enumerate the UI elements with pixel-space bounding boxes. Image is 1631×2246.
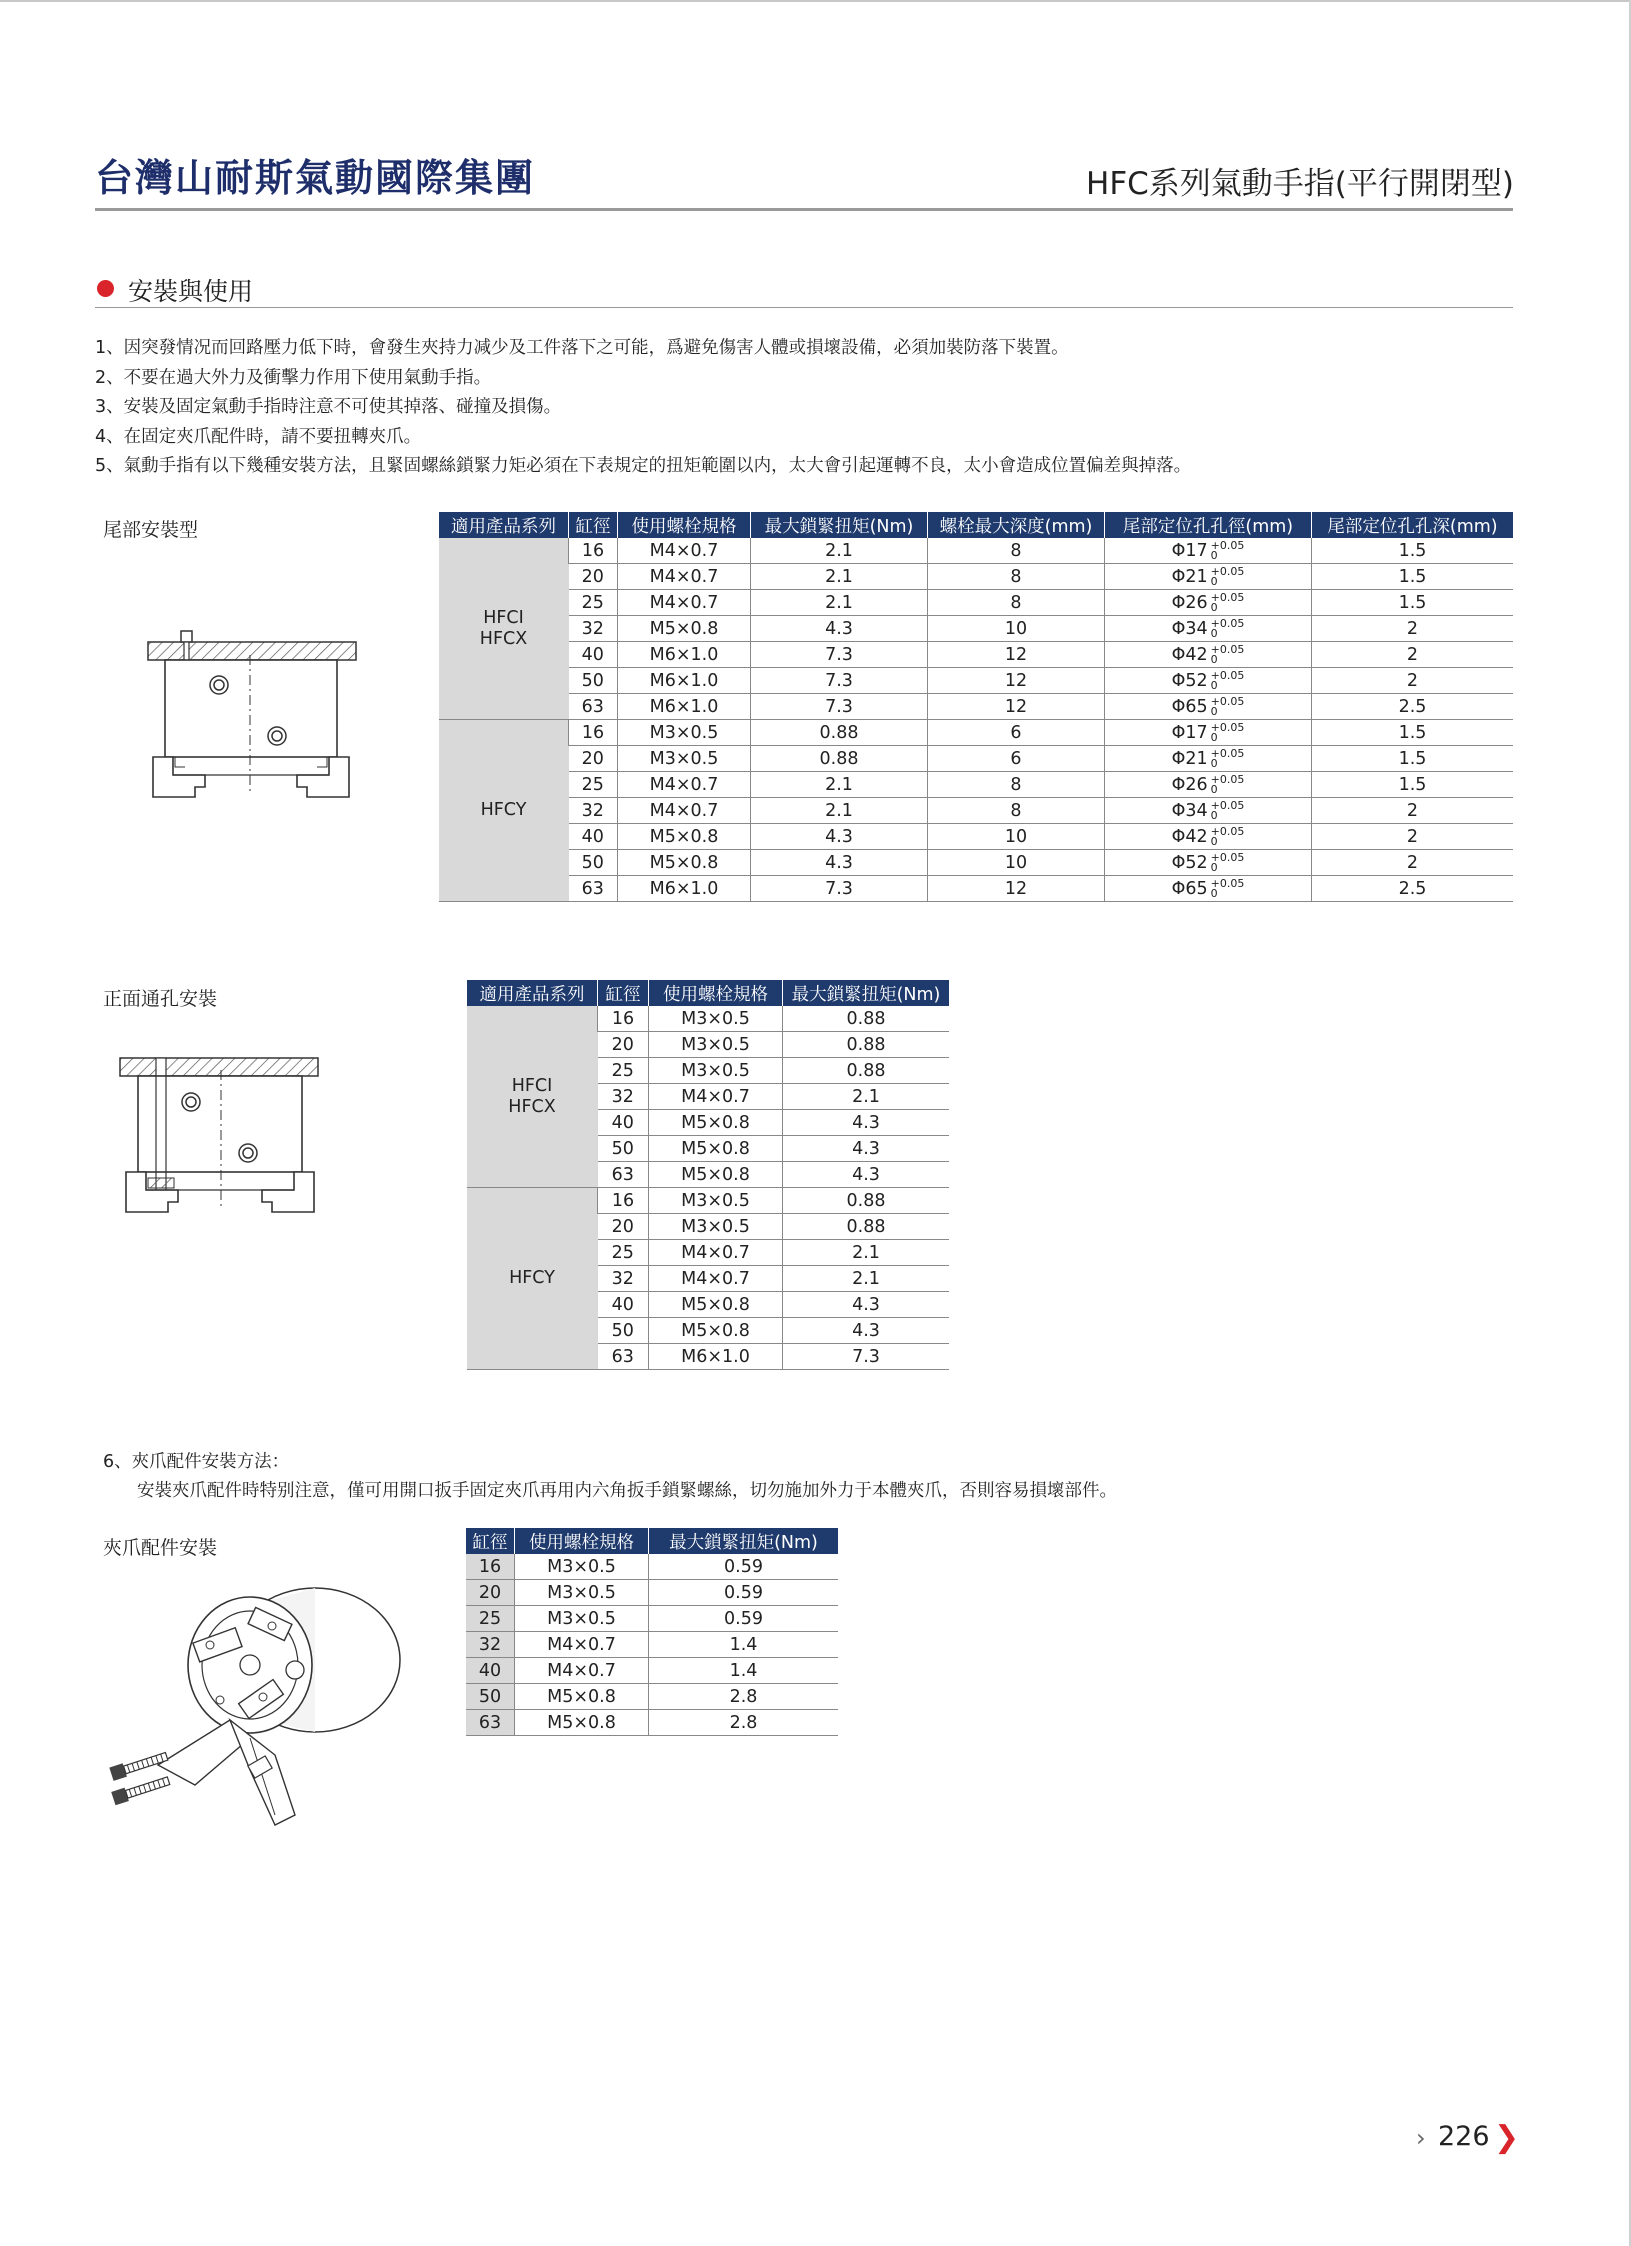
hole-diameter-value: Φ26 xyxy=(1171,774,1208,795)
bolt-cell: M5×0.8 xyxy=(649,1110,783,1136)
front-mount-drawing xyxy=(118,1050,323,1218)
hole-depth-cell: 1.5 xyxy=(1312,590,1514,616)
tolerance-lower: 0 xyxy=(1210,574,1218,588)
tolerance-upper: +0.05 xyxy=(1210,564,1245,578)
torque-cell: 7.3 xyxy=(751,876,928,902)
hole-diameter-value: Φ17 xyxy=(1171,540,1208,561)
hole-depth-cell: 2 xyxy=(1312,824,1514,850)
tolerance-upper: +0.05 xyxy=(1210,590,1245,604)
tolerance-lower: 0 xyxy=(1210,626,1218,640)
depth-cell: 12 xyxy=(928,876,1105,902)
bore-cell: 40 xyxy=(569,824,618,850)
col-header: 尾部定位孔孔深(mm) xyxy=(1312,512,1514,538)
tolerance xyxy=(1210,876,1245,900)
hole-diameter-value: Φ21 xyxy=(1171,748,1208,769)
bore-cell: 32 xyxy=(466,1632,515,1658)
bolt-cell: M4×0.7 xyxy=(649,1266,783,1292)
note-item: 4、在固定夾爪配件時，請不要扭轉夾爪。 xyxy=(95,426,422,447)
table-row xyxy=(466,1710,838,1736)
table-row xyxy=(439,642,1513,668)
col-header: 適用產品系列 xyxy=(467,980,598,1006)
depth-cell: 12 xyxy=(928,668,1105,694)
bolt-cell: M6×1.0 xyxy=(618,668,751,694)
bore-cell: 50 xyxy=(598,1318,649,1344)
bore-cell: 25 xyxy=(569,590,618,616)
bore-cell: 50 xyxy=(569,668,618,694)
hole-diameter-value: Φ42 xyxy=(1171,644,1208,665)
table-header-row xyxy=(466,1528,838,1554)
bore-cell: 20 xyxy=(598,1214,649,1240)
bolt-cell: M4×0.7 xyxy=(515,1658,649,1684)
tolerance-lower: 0 xyxy=(1210,678,1218,692)
tolerance xyxy=(1210,694,1245,718)
torque-cell: 2.8 xyxy=(649,1684,839,1710)
bolt-cell: M6×1.0 xyxy=(618,876,751,902)
table-row xyxy=(466,1632,838,1658)
depth-cell: 12 xyxy=(928,642,1105,668)
col-header: 最大鎖緊扭矩(Nm) xyxy=(751,512,928,538)
bore-cell: 32 xyxy=(569,616,618,642)
tolerance xyxy=(1210,642,1245,666)
hole-diameter-cell xyxy=(1105,538,1312,564)
torque-cell: 0.88 xyxy=(783,1058,950,1084)
torque-cell: 2.1 xyxy=(783,1266,950,1292)
bore-cell: 63 xyxy=(569,876,618,902)
bore-cell: 63 xyxy=(598,1344,649,1370)
front-mount-table xyxy=(467,980,949,1370)
tolerance-lower: 0 xyxy=(1210,834,1218,848)
company-name: 台灣山耐斯氣動國際集團 xyxy=(95,156,536,200)
tolerance xyxy=(1210,850,1245,874)
table-row xyxy=(439,798,1513,824)
bore-cell: 40 xyxy=(598,1110,649,1136)
torque-cell: 4.3 xyxy=(783,1162,950,1188)
torque-cell: 1.4 xyxy=(649,1658,839,1684)
torque-cell: 2.1 xyxy=(751,772,928,798)
hole-diameter-cell xyxy=(1105,668,1312,694)
tolerance xyxy=(1210,824,1245,848)
hole-depth-cell: 2 xyxy=(1312,798,1514,824)
tolerance xyxy=(1210,538,1245,562)
bore-cell: 20 xyxy=(598,1032,649,1058)
jaw-mount-label: 夾爪配件安裝 xyxy=(103,1537,218,1559)
bore-cell: 16 xyxy=(598,1188,649,1214)
bolt-cell: M3×0.5 xyxy=(649,1188,783,1214)
depth-cell: 10 xyxy=(928,850,1105,876)
page-top-border xyxy=(0,0,1631,2)
tolerance-lower: 0 xyxy=(1210,860,1218,874)
bore-cell: 50 xyxy=(466,1684,515,1710)
bolt-cell: M6×1.0 xyxy=(649,1344,783,1370)
depth-cell: 10 xyxy=(928,824,1105,850)
note6-text: 安裝夾爪配件時特别注意，僅可用開口扳手固定夾爪再用内六角扳手鎖緊螺絲，切勿施加外力于本體夾爪，否則容易損壞部件。 xyxy=(137,1481,1117,1501)
hole-diameter-value: Φ17 xyxy=(1171,722,1208,743)
tolerance-upper: +0.05 xyxy=(1210,772,1245,786)
col-header: 使用螺栓規格 xyxy=(515,1528,649,1554)
bolt-cell: M5×0.8 xyxy=(649,1318,783,1344)
col-header: 缸徑 xyxy=(466,1528,515,1554)
bore-cell: 40 xyxy=(598,1292,649,1318)
note-item: 5、氣動手指有以下幾種安裝方法，且緊固螺絲鎖緊力矩必須在下表規定的扭矩範圍以内，太大會引起運轉不良，太小會造成位置偏差與掉落。 xyxy=(95,456,1192,476)
torque-cell: 4.3 xyxy=(751,850,928,876)
series-title: HFC系列氣動手指(平行開閉型) xyxy=(1086,166,1514,202)
torque-cell: 2.1 xyxy=(751,538,928,564)
bolt-cell: M4×0.7 xyxy=(618,538,751,564)
table-row xyxy=(439,772,1513,798)
bolt-cell: M5×0.8 xyxy=(649,1292,783,1318)
bolt-cell: M5×0.8 xyxy=(515,1710,649,1736)
hole-diameter-value: Φ34 xyxy=(1171,800,1208,821)
tolerance xyxy=(1210,564,1245,588)
bolt-cell: M6×1.0 xyxy=(618,694,751,720)
hole-depth-cell: 1.5 xyxy=(1312,538,1514,564)
hole-depth-cell: 1.5 xyxy=(1312,720,1514,746)
section-bullet-icon xyxy=(97,280,114,297)
torque-cell: 0.88 xyxy=(783,1032,950,1058)
tolerance xyxy=(1210,746,1245,770)
note6-title: 6、夾爪配件安裝方法： xyxy=(103,1452,290,1472)
bore-cell: 32 xyxy=(569,798,618,824)
torque-cell: 0.88 xyxy=(751,720,928,746)
hole-depth-cell: 2 xyxy=(1312,616,1514,642)
tolerance-upper: +0.05 xyxy=(1210,850,1245,864)
col-header: 缸徑 xyxy=(598,980,649,1006)
table-row xyxy=(439,746,1513,772)
bolt-cell: M5×0.8 xyxy=(649,1136,783,1162)
bolt-cell: M5×0.8 xyxy=(618,850,751,876)
bore-cell: 20 xyxy=(569,746,618,772)
bolt-cell: M5×0.8 xyxy=(618,824,751,850)
bore-cell: 63 xyxy=(598,1162,649,1188)
hole-depth-cell: 1.5 xyxy=(1312,564,1514,590)
jaw-mount-table xyxy=(466,1528,838,1736)
bolt-cell: M5×0.8 xyxy=(618,616,751,642)
bolt-cell: M4×0.7 xyxy=(649,1084,783,1110)
hole-diameter-value: Φ52 xyxy=(1171,670,1208,691)
tolerance xyxy=(1210,590,1245,614)
hole-diameter-value: Φ65 xyxy=(1171,878,1208,899)
table-row xyxy=(466,1658,838,1684)
page-number: 226 xyxy=(1438,2121,1490,2152)
tolerance-lower: 0 xyxy=(1210,548,1218,562)
table-row xyxy=(439,694,1513,720)
tolerance-lower: 0 xyxy=(1210,730,1218,744)
tolerance-lower: 0 xyxy=(1210,600,1218,614)
bore-cell: 25 xyxy=(598,1240,649,1266)
torque-cell: 0.59 xyxy=(649,1580,839,1606)
hole-diameter-cell xyxy=(1105,564,1312,590)
tolerance-upper: +0.05 xyxy=(1210,642,1245,656)
tolerance-upper: +0.05 xyxy=(1210,798,1245,812)
hole-depth-cell: 1.5 xyxy=(1312,772,1514,798)
bolt-cell: M3×0.5 xyxy=(649,1006,783,1032)
torque-cell: 1.4 xyxy=(649,1632,839,1658)
bolt-cell: M3×0.5 xyxy=(618,720,751,746)
hole-diameter-cell xyxy=(1105,876,1312,902)
depth-cell: 8 xyxy=(928,590,1105,616)
hole-diameter-cell xyxy=(1105,642,1312,668)
table-header-row xyxy=(467,980,949,1006)
torque-cell: 0.59 xyxy=(649,1554,839,1580)
bore-cell: 16 xyxy=(569,538,618,564)
bolt-cell: M6×1.0 xyxy=(618,642,751,668)
hole-diameter-cell xyxy=(1105,798,1312,824)
group-name-cell: HFCI HFCX xyxy=(439,538,569,720)
table-row xyxy=(439,824,1513,850)
hole-diameter-value: Φ26 xyxy=(1171,592,1208,613)
tolerance xyxy=(1210,668,1245,692)
bore-cell: 50 xyxy=(569,850,618,876)
torque-cell: 7.3 xyxy=(751,668,928,694)
bore-cell: 20 xyxy=(569,564,618,590)
tolerance-lower: 0 xyxy=(1210,652,1218,666)
tolerance xyxy=(1210,720,1245,744)
torque-cell: 2.8 xyxy=(649,1710,839,1736)
bolt-cell: M4×0.7 xyxy=(618,564,751,590)
bore-cell: 50 xyxy=(598,1136,649,1162)
bore-cell: 25 xyxy=(569,772,618,798)
bore-cell: 32 xyxy=(598,1084,649,1110)
col-header: 適用產品系列 xyxy=(439,512,569,538)
bolt-cell: M4×0.7 xyxy=(515,1632,649,1658)
hole-diameter-cell xyxy=(1105,772,1312,798)
tolerance xyxy=(1210,798,1245,822)
depth-cell: 6 xyxy=(928,746,1105,772)
torque-cell: 4.3 xyxy=(783,1136,950,1162)
bolt-cell: M3×0.5 xyxy=(515,1554,649,1580)
bore-cell: 20 xyxy=(466,1580,515,1606)
tolerance-lower: 0 xyxy=(1210,886,1218,900)
col-header: 螺栓最大深度(mm) xyxy=(928,512,1105,538)
table-row xyxy=(467,1006,949,1032)
bore-cell: 16 xyxy=(569,720,618,746)
depth-cell: 10 xyxy=(928,616,1105,642)
col-header: 缸徑 xyxy=(569,512,618,538)
tail-mount-drawing xyxy=(145,625,360,805)
depth-cell: 8 xyxy=(928,772,1105,798)
bore-cell: 25 xyxy=(598,1058,649,1084)
torque-cell: 0.88 xyxy=(751,746,928,772)
bore-cell: 40 xyxy=(569,642,618,668)
torque-cell: 4.3 xyxy=(751,616,928,642)
hole-diameter-value: Φ42 xyxy=(1171,826,1208,847)
hole-diameter-cell xyxy=(1105,850,1312,876)
note-item: 1、因突發情况而回路壓力低下時，會發生夾持力减少及工件落下之可能，爲避免傷害人體或損壞設備，必須加裝防落下裝置。 xyxy=(95,338,1069,358)
hole-depth-cell: 2 xyxy=(1312,642,1514,668)
tolerance xyxy=(1210,772,1245,796)
table-row xyxy=(439,564,1513,590)
hole-diameter-value: Φ65 xyxy=(1171,696,1208,717)
torque-cell: 2.1 xyxy=(751,798,928,824)
torque-cell: 0.59 xyxy=(649,1606,839,1632)
depth-cell: 6 xyxy=(928,720,1105,746)
torque-cell: 2.1 xyxy=(783,1084,950,1110)
torque-cell: 2.1 xyxy=(751,590,928,616)
hole-diameter-cell xyxy=(1105,824,1312,850)
front-mount-label: 正面通孔安裝 xyxy=(103,988,218,1010)
tolerance xyxy=(1210,616,1245,640)
bolt-cell: M3×0.5 xyxy=(515,1580,649,1606)
torque-cell: 0.88 xyxy=(783,1006,950,1032)
bolt-cell: M5×0.8 xyxy=(515,1684,649,1710)
bolt-cell: M4×0.7 xyxy=(649,1240,783,1266)
table-row xyxy=(467,1188,949,1214)
section-title: 安裝與使用 xyxy=(128,277,254,306)
hole-diameter-cell xyxy=(1105,720,1312,746)
table-row xyxy=(439,720,1513,746)
tail-mount-table xyxy=(439,512,1513,902)
bore-cell: 16 xyxy=(598,1006,649,1032)
col-header: 尾部定位孔孔徑(mm) xyxy=(1105,512,1312,538)
bolt-cell: M4×0.7 xyxy=(618,798,751,824)
bore-cell: 40 xyxy=(466,1658,515,1684)
tolerance-upper: +0.05 xyxy=(1210,616,1245,630)
tolerance-upper: +0.05 xyxy=(1210,824,1245,838)
hole-diameter-value: Φ21 xyxy=(1171,566,1208,587)
bolt-cell: M5×0.8 xyxy=(649,1162,783,1188)
tolerance-lower: 0 xyxy=(1210,808,1218,822)
torque-cell: 2.1 xyxy=(783,1240,950,1266)
usage-notes xyxy=(95,334,1191,482)
table-row xyxy=(439,876,1513,902)
torque-cell: 7.3 xyxy=(783,1344,950,1370)
bore-cell: 25 xyxy=(466,1606,515,1632)
tolerance-lower: 0 xyxy=(1210,704,1218,718)
depth-cell: 8 xyxy=(928,538,1105,564)
hole-depth-cell: 2 xyxy=(1312,668,1514,694)
table-row xyxy=(466,1554,838,1580)
depth-cell: 8 xyxy=(928,564,1105,590)
table-header-row xyxy=(439,512,1513,538)
bolt-cell: M3×0.5 xyxy=(618,746,751,772)
torque-cell: 4.3 xyxy=(751,824,928,850)
tolerance-lower: 0 xyxy=(1210,782,1218,796)
table-row xyxy=(439,590,1513,616)
group-name-cell: HFCY xyxy=(467,1188,598,1370)
bolt-cell: M3×0.5 xyxy=(649,1214,783,1240)
table-row xyxy=(466,1684,838,1710)
page-arrow-left-icon: › xyxy=(1416,2124,1426,2152)
hole-depth-cell: 2.5 xyxy=(1312,694,1514,720)
table-row xyxy=(439,668,1513,694)
bolt-cell: M4×0.7 xyxy=(618,772,751,798)
table-row xyxy=(439,538,1513,564)
depth-cell: 8 xyxy=(928,798,1105,824)
col-header: 最大鎖緊扭矩(Nm) xyxy=(649,1528,839,1554)
hole-diameter-cell xyxy=(1105,694,1312,720)
tolerance-upper: +0.05 xyxy=(1210,876,1245,890)
note-item: 2、不要在過大外力及衝擊力作用下使用氣動手指。 xyxy=(95,367,492,388)
hole-depth-cell: 2.5 xyxy=(1312,876,1514,902)
torque-cell: 7.3 xyxy=(751,694,928,720)
hole-diameter-cell xyxy=(1105,616,1312,642)
torque-cell: 4.3 xyxy=(783,1110,950,1136)
torque-cell: 0.88 xyxy=(783,1188,950,1214)
table-row xyxy=(439,616,1513,642)
jaw-mount-drawing xyxy=(100,1560,405,1835)
note-item: 3、安裝及固定氣動手指時注意不可使其掉落、碰撞及損傷。 xyxy=(95,397,562,417)
torque-cell: 2.1 xyxy=(751,564,928,590)
section-divider xyxy=(95,307,1513,308)
tolerance-upper: +0.05 xyxy=(1210,668,1245,682)
col-header: 使用螺栓規格 xyxy=(649,980,783,1006)
hole-diameter-cell xyxy=(1105,746,1312,772)
tail-mount-label: 尾部安裝型 xyxy=(103,519,199,541)
hole-diameter-value: Φ52 xyxy=(1171,852,1208,873)
torque-cell: 4.3 xyxy=(783,1318,950,1344)
group-name-cell: HFCI HFCX xyxy=(467,1006,598,1188)
col-header: 最大鎖緊扭矩(Nm) xyxy=(783,980,950,1006)
tolerance-lower: 0 xyxy=(1210,756,1218,770)
tolerance-upper: +0.05 xyxy=(1210,720,1245,734)
col-header: 使用螺栓規格 xyxy=(618,512,751,538)
bolt-cell: M3×0.5 xyxy=(515,1606,649,1632)
bore-cell: 63 xyxy=(466,1710,515,1736)
bolt-cell: M3×0.5 xyxy=(649,1032,783,1058)
table-row xyxy=(466,1580,838,1606)
page-arrow-right-icon: ❯ xyxy=(1494,2120,1520,2155)
hole-depth-cell: 2 xyxy=(1312,850,1514,876)
torque-cell: 4.3 xyxy=(783,1292,950,1318)
hole-diameter-value: Φ34 xyxy=(1171,618,1208,639)
bolt-cell: M4×0.7 xyxy=(618,590,751,616)
table-row xyxy=(439,850,1513,876)
hole-diameter-cell xyxy=(1105,590,1312,616)
depth-cell: 12 xyxy=(928,694,1105,720)
bore-cell: 32 xyxy=(598,1266,649,1292)
bolt-cell: M3×0.5 xyxy=(649,1058,783,1084)
bore-cell: 63 xyxy=(569,694,618,720)
torque-cell: 0.88 xyxy=(783,1214,950,1240)
bore-cell: 16 xyxy=(466,1554,515,1580)
table-row xyxy=(466,1606,838,1632)
header-divider xyxy=(95,208,1513,211)
tolerance-upper: +0.05 xyxy=(1210,746,1245,760)
tolerance-upper: +0.05 xyxy=(1210,538,1245,552)
tolerance-upper: +0.05 xyxy=(1210,694,1245,708)
torque-cell: 7.3 xyxy=(751,642,928,668)
group-name-cell: HFCY xyxy=(439,720,569,902)
hole-depth-cell: 1.5 xyxy=(1312,746,1514,772)
